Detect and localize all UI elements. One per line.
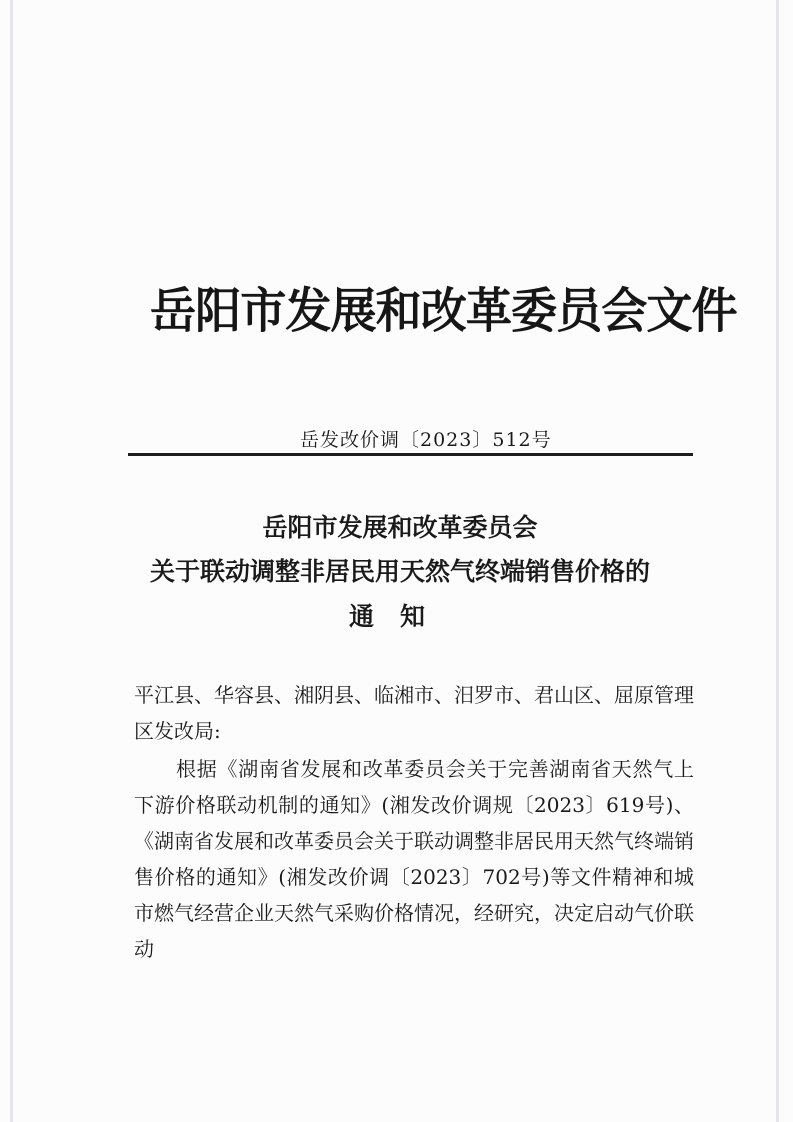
body-paragraph: 根据《湖南省发展和改革委员会关于完善湖南省天然气上下游价格联动机制的通知》(湘发改价调规〔2023〕619号)、《湖南省发展和改革委员会关于联动调整非居民用天然气终端销售价格的通知》(湘发改价调〔2023〕702号)等文件精神和城市燃气经营企业天然气采购价格情况，经研究，决定启动气价联动 [134, 757, 694, 961]
title-line-1: 岳阳市发展和改革委员会 [262, 513, 538, 542]
document-header-title: 岳阳市发展和改革委员会文件 [150, 283, 737, 339]
title-line-2: 关于联动调整非居民用天然气终端销售价格的 [149, 557, 650, 586]
recipient-block [134, 677, 694, 749]
show-through-band [130, 150, 695, 170]
recipient-line-2: 区发改局: [134, 719, 221, 743]
header-divider-rule [128, 453, 693, 456]
document-number: 岳发改价调〔2023〕512号 [300, 429, 552, 451]
scan-edge-left [10, 0, 13, 1122]
recipient-line-1: 平江县、华容县、湘阴县、临湘市、汨罗市、君山区、屈原管理 [134, 683, 694, 707]
title-line-3: 通知 [348, 602, 451, 631]
scan-edge-right [776, 0, 779, 1122]
